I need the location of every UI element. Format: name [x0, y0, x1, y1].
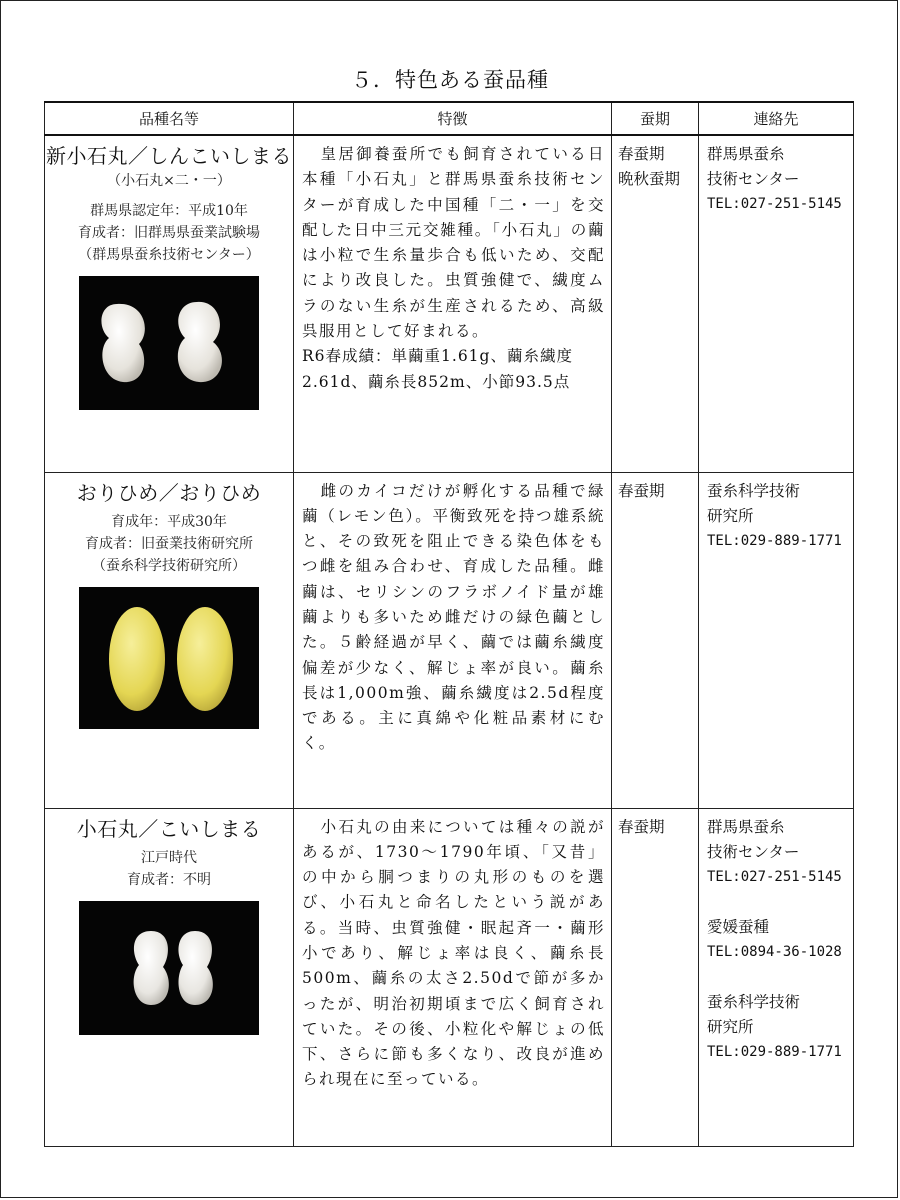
cocoon-image [79, 901, 259, 1035]
period-cell [612, 472, 699, 808]
contact-line: 群馬県蚕糸 [707, 145, 785, 163]
contact-phone: TEL:027-251-5145 [707, 196, 842, 212]
contact-line: 研究所 [707, 1017, 754, 1036]
contact-line: 群馬県蚕糸 [707, 817, 785, 836]
variety-info-line: 育成者：旧蚕業技術研究所 [85, 535, 253, 552]
table-header-row [45, 102, 854, 135]
variety-cell [45, 472, 294, 808]
period-item: 春蚕期 [618, 145, 665, 163]
table-row [45, 808, 854, 1147]
period-item: 晩秋蚕期 [618, 170, 681, 188]
variety-name: おりひめ／おりひめ [76, 480, 262, 505]
contact-phone: TEL:029-889-1771 [707, 1043, 842, 1060]
header-contact: 連絡先 [699, 102, 854, 135]
cocoon-image [79, 276, 259, 410]
period-cell [612, 808, 699, 1147]
feature-text: 皇居御養蚕所でも飼育されている日本種「小石丸」と群馬県蚕糸技術センターが育成した中国種「二・一」を交配した日中三元交雑種。「小石丸」の繭は小粒で生糸量歩合も低いため、交配により改良した。虫質強健で、繊度ムラのない生糸が生産されるため、高級呉服用として好まれる。 [302, 145, 605, 341]
variety-info-line: （群馬県蚕糸技術センター） [78, 247, 260, 263]
cocoon-photo [79, 587, 259, 729]
contact-line: 技術センター [707, 842, 800, 861]
contact-cell [699, 135, 854, 472]
header-period: 蚕期 [612, 102, 699, 135]
contact-line: 技術センター [707, 170, 800, 188]
cocoon-photo [79, 901, 259, 1035]
contact-cell [699, 808, 854, 1147]
contact-phone: TEL:027-251-5145 [707, 868, 842, 885]
variety-info-line: 群馬県認定年：平成10年 [90, 203, 248, 219]
contact-line: 蚕糸科学技術 [707, 481, 801, 500]
feature-cell [294, 472, 612, 808]
variety-info-line: 育成者：不明 [127, 871, 211, 888]
feature-cell [294, 135, 612, 472]
header-feature: 特徴 [294, 102, 612, 135]
period-cell [612, 135, 699, 472]
contact-line: 蚕糸科学技術 [707, 992, 801, 1011]
contact-cell [699, 472, 854, 808]
contact-line: 愛媛蚕種 [707, 917, 770, 936]
page-title: ５．特色ある蚕品種 [351, 68, 549, 92]
variety-info-line: （蚕糸科学技術研究所） [92, 557, 246, 574]
variety-info-line: 江戸時代 [141, 849, 197, 866]
table-row [45, 472, 854, 808]
table-row [45, 135, 854, 472]
feature-text: 小石丸の由来については種々の説があるが、1730～1790年頃、「又昔」の中から胴つまりの丸形のものを選び、小石丸と命名したという説がある。当時、虫質強健・眠起斉一・繭形小であり、解じょ率は良く、繭糸長500m、繭糸の太さ2.50dで節が多かったが、明治初期頃まで広く飼育されていた。その後、小粒化や解じょの低下、さらに節も多くなり、改良が進められ現在に至っている。 [302, 817, 605, 1089]
cocoon-photo [79, 276, 259, 410]
silkworm-varieties-table [44, 101, 854, 1147]
result-text: R6春成績：単繭重1.61g、繭糸繊度2.61d、繭糸長852m、小節93.5点 [302, 347, 573, 391]
feature-text: 雌のカイコだけが孵化する品種で緑繭（レモン色）。平衡致死を持つ雄系統と、その致死を阻止できる染色体をもつ雌を組み合わせ、育成した品種。雌繭は、セリシンのフラボノイド量が雄繭よりも多いため雌だけの緑色繭とした。５齢経過が早く、繭では繭糸繊度偏差が少なく、解じょ率が良い。繭糸長は1,000m強、繭糸繊度は2.5d程度である。主に真綿や化粧品素材にむく。 [302, 481, 605, 753]
period-item: 春蚕期 [618, 817, 665, 836]
variety-parentage: （小石丸×二・一） [107, 173, 231, 189]
contact-line: 研究所 [707, 506, 754, 525]
period-item: 春蚕期 [618, 481, 665, 500]
cocoon-image [79, 587, 259, 729]
feature-cell [294, 808, 612, 1147]
contact-phone: TEL:0894-36-1028 [707, 943, 842, 960]
variety-cell [45, 808, 294, 1147]
header-name: 品種名等 [45, 102, 294, 135]
variety-name: 新小石丸／しんこいしまる [46, 144, 292, 168]
variety-name: 小石丸／こいしまる [76, 816, 262, 841]
variety-info-line: 育成者：旧群馬県蚕業試験場 [78, 225, 260, 241]
variety-cell [45, 135, 294, 472]
contact-phone: TEL:029-889-1771 [707, 532, 842, 549]
variety-info-line: 育成年：平成30年 [111, 513, 227, 530]
